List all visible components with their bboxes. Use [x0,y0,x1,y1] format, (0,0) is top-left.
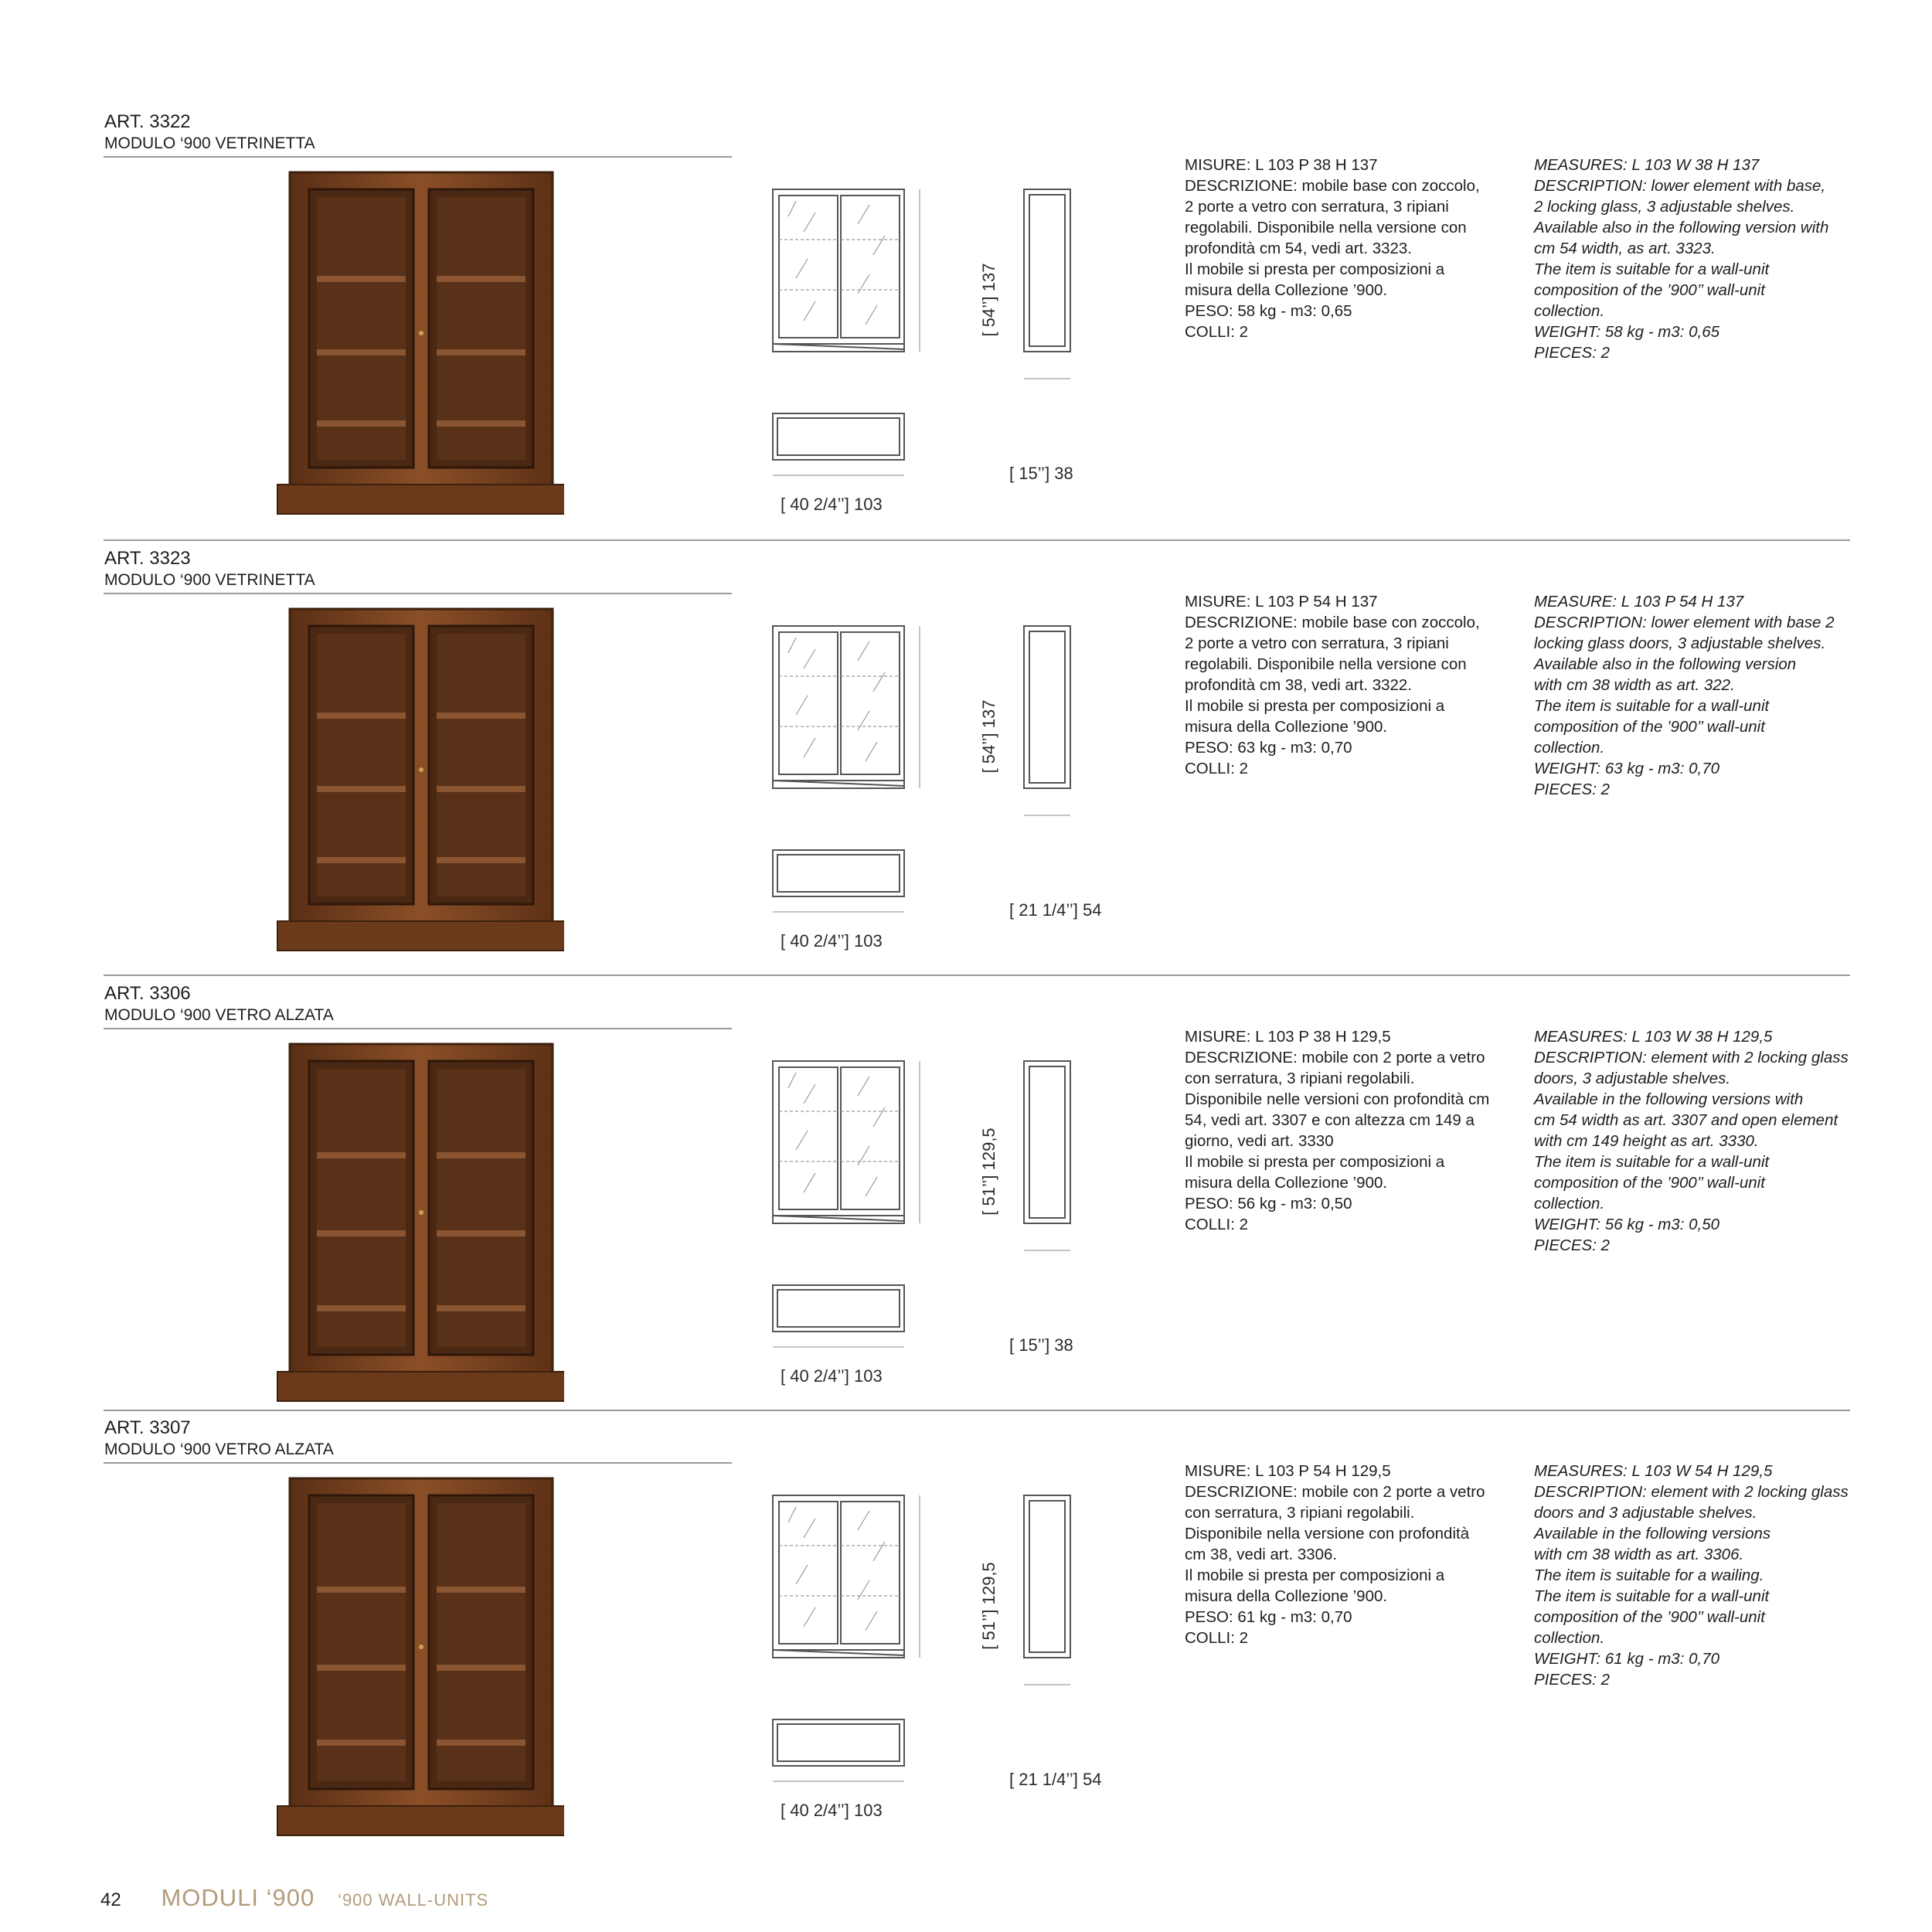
spec-line-en: PIECES: 2 [1534,344,1610,362]
width-dimension: [ 40 2/4’’] 103 [781,495,883,514]
spec-line-it: DESCRIZIONE: mobile base con zoccolo, [1185,614,1480,631]
spec-line-it: con serratura, 3 ripiani regolabili. [1185,1070,1415,1087]
spec-line-en: WEIGHT: 61 kg - m3: 0,70 [1534,1650,1719,1668]
spec-line-it: PESO: 61 kg - m3: 0,70 [1185,1608,1352,1626]
model-name: MODULO ‘900 VETRINETTA [104,134,315,152]
height-dimension: [ 51’’] 129,5 [979,1128,998,1216]
spec-line-it: 54, vedi art. 3307 e con altezza cm 149 a [1185,1111,1475,1129]
spec-line-en: WEIGHT: 58 kg - m3: 0,65 [1534,323,1719,341]
spec-line-en: MEASURES: L 103 W 54 H 129,5 [1534,1462,1773,1480]
cabinet-photo [274,1038,564,1409]
spec-line-it: profondità cm 38, vedi art. 3322. [1185,676,1413,694]
product-photo [274,603,564,974]
spec-line-en: with cm 38 width as art. 322. [1534,676,1735,694]
product-entry [0,980,1932,1417]
spec-line-en: collection. [1534,1629,1605,1647]
english-specs [1534,1461,1859,1690]
english-specs [1534,591,1859,800]
product-entry [0,545,1932,981]
width-dimension: [ 40 2/4’’] 103 [781,931,883,951]
spec-line-en: The item is suitable for a wall-unit [1534,1587,1770,1605]
cabinet-photo [274,603,564,974]
spec-line-it: con serratura, 3 ripiani regolabili. [1185,1504,1415,1522]
spec-line-en: Available in the following versions [1534,1525,1771,1543]
product-photo [274,166,564,537]
spec-line-it: Disponibile nella versione con profondità [1185,1525,1470,1543]
spec-line-en: collection. [1534,302,1605,320]
spec-line-en: collection. [1534,739,1605,757]
spec-line-en: Available in the following versions with [1534,1090,1804,1108]
page-number: 42 [100,1889,121,1910]
article-number: ART. 3323 [104,548,191,569]
spec-line-it: COLLI: 2 [1185,1216,1249,1233]
english-specs [1534,155,1859,363]
spec-line-it: COLLI: 2 [1185,1629,1249,1647]
spec-line-it: misura della Collezione ’900. [1185,718,1388,736]
spec-line-it: COLLI: 2 [1185,323,1249,341]
article-number: ART. 3307 [104,1417,191,1438]
spec-line-en: cm 54 width as art. 3307 and open element [1534,1111,1838,1129]
spec-line-it: cm 38, vedi art. 3306. [1185,1546,1338,1563]
spec-line-en: DESCRIPTION: element with 2 locking glass [1534,1483,1849,1501]
title-rule [104,1028,732,1029]
spec-line-en: DESCRIPTION: element with 2 locking glass [1534,1049,1849,1066]
spec-line-it: Il mobile si presta per composizioni a [1185,1153,1445,1171]
title-rule [104,156,732,158]
product-photo [274,1038,564,1409]
spec-line-it: Il mobile si presta per composizioni a [1185,260,1445,278]
spec-line-it: Disponibile nelle versioni con profondità cm [1185,1090,1490,1108]
spec-line-it: PESO: 56 kg - m3: 0,50 [1185,1195,1352,1213]
spec-line-en: The item is suitable for a wailing. [1534,1566,1764,1584]
italian-specs [1185,155,1509,342]
model-name: MODULO ‘900 VETRO ALZATA [104,1440,334,1458]
spec-line-en: composition of the ’900’’ wall-unit [1534,718,1765,736]
spec-line-en: doors, 3 adjustable shelves. [1534,1070,1731,1087]
spec-line-en: WEIGHT: 56 kg - m3: 0,50 [1534,1216,1719,1233]
spec-line-en: Available also in the following version [1534,655,1797,673]
height-dimension: [ 54’’] 137 [979,263,998,337]
spec-line-en: MEASURES: L 103 W 38 H 137 [1534,156,1760,174]
spec-line-en: DESCRIPTION: lower element with base 2 [1534,614,1835,631]
spec-line-it: misura della Collezione ’900. [1185,281,1388,299]
italian-specs [1185,1461,1509,1648]
spec-line-en: collection. [1534,1195,1605,1213]
cabinet-photo [274,166,564,537]
title-rule [104,1462,732,1464]
spec-line-en: cm 54 width, as art. 3323. [1534,240,1716,257]
cabinet-photo [274,1472,564,1843]
page-footer [100,1884,488,1912]
depth-dimension: [ 21 1/4’’] 54 [1009,900,1102,920]
spec-line-it: Il mobile si presta per composizioni a [1185,697,1445,715]
english-specs [1534,1026,1859,1256]
spec-line-it: MISURE: L 103 P 38 H 137 [1185,156,1378,174]
spec-line-it: PESO: 63 kg - m3: 0,70 [1185,739,1352,757]
spec-line-it: COLLI: 2 [1185,760,1249,777]
catalog-section-title: MODULI ‘900 [161,1884,315,1911]
product-entry [0,1414,1932,1851]
spec-line-en: locking glass doors, 3 adjustable shelves. [1534,634,1826,652]
article-number: ART. 3306 [104,983,191,1004]
dimension-drawings [742,1492,1105,1839]
spec-line-it: regolabili. Disponibile nella versione con [1185,655,1467,673]
spec-line-it: DESCRIZIONE: mobile base con zoccolo, [1185,177,1480,195]
spec-line-en: with cm 149 height as art. 3330. [1534,1132,1759,1150]
spec-line-it: giorno, vedi art. 3330 [1185,1132,1334,1150]
spec-line-en: composition of the ’900’’ wall-unit [1534,281,1765,299]
spec-line-it: misura della Collezione ’900. [1185,1174,1388,1192]
dimension-drawings [742,185,1105,533]
spec-line-en: PIECES: 2 [1534,1236,1610,1254]
height-dimension: [ 54’’] 137 [979,699,998,774]
spec-line-en: 2 locking glass, 3 adjustable shelves. [1534,198,1795,216]
italian-specs [1185,591,1509,779]
catalog-section-subtitle: ‘900 WALL-UNITS [338,1890,489,1910]
spec-line-it: misura della Collezione ’900. [1185,1587,1388,1605]
spec-line-en: The item is suitable for a wall-unit [1534,697,1770,715]
spec-line-en: The item is suitable for a wall-unit [1534,260,1770,278]
model-name: MODULO ‘900 VETRINETTA [104,571,315,589]
spec-line-it: MISURE: L 103 P 54 H 129,5 [1185,1462,1391,1480]
spec-line-en: MEASURE: L 103 P 54 H 137 [1534,593,1744,611]
spec-line-it: DESCRIZIONE: mobile con 2 porte a vetro [1185,1049,1485,1066]
spec-line-en: Available also in the following version with [1534,219,1829,236]
spec-line-en: The item is suitable for a wall-unit [1534,1153,1770,1171]
title-rule [104,593,732,594]
article-number: ART. 3322 [104,111,191,132]
spec-line-it: profondità cm 54, vedi art. 3323. [1185,240,1413,257]
height-dimension: [ 51’’] 129,5 [979,1562,998,1650]
spec-line-en: composition of the ’900’’ wall-unit [1534,1174,1765,1192]
spec-line-en: with cm 38 width as art. 3306. [1534,1546,1744,1563]
spec-line-en: composition of the ’900’’ wall-unit [1534,1608,1765,1626]
width-dimension: [ 40 2/4’’] 103 [781,1366,883,1386]
width-dimension: [ 40 2/4’’] 103 [781,1801,883,1820]
spec-line-it: MISURE: L 103 P 38 H 129,5 [1185,1028,1391,1046]
spec-line-en: doors and 3 adjustable shelves. [1534,1504,1757,1522]
spec-line-it: DESCRIZIONE: mobile con 2 porte a vetro [1185,1483,1485,1501]
spec-line-en: DESCRIPTION: lower element with base, [1534,177,1826,195]
spec-line-en: MEASURES: L 103 W 38 H 129,5 [1534,1028,1773,1046]
spec-line-en: WEIGHT: 63 kg - m3: 0,70 [1534,760,1719,777]
spec-line-it: PESO: 58 kg - m3: 0,65 [1185,302,1352,320]
spec-line-it: 2 porte a vetro con serratura, 3 ripiani [1185,198,1449,216]
depth-dimension: [ 21 1/4’’] 54 [1009,1770,1102,1789]
depth-dimension: [ 15’’] 38 [1009,464,1073,483]
italian-specs [1185,1026,1509,1235]
dimension-drawings [742,622,1105,970]
spec-line-it: Il mobile si presta per composizioni a [1185,1566,1445,1584]
spec-line-it: regolabili. Disponibile nella versione con [1185,219,1467,236]
product-entry [0,108,1932,545]
product-photo [274,1472,564,1843]
spec-line-en: PIECES: 2 [1534,781,1610,798]
dimension-drawings [742,1057,1105,1405]
spec-line-it: MISURE: L 103 P 54 H 137 [1185,593,1378,611]
spec-line-en: PIECES: 2 [1534,1671,1610,1689]
model-name: MODULO ‘900 VETRO ALZATA [104,1006,334,1024]
depth-dimension: [ 15’’] 38 [1009,1335,1073,1355]
spec-line-it: 2 porte a vetro con serratura, 3 ripiani [1185,634,1449,652]
